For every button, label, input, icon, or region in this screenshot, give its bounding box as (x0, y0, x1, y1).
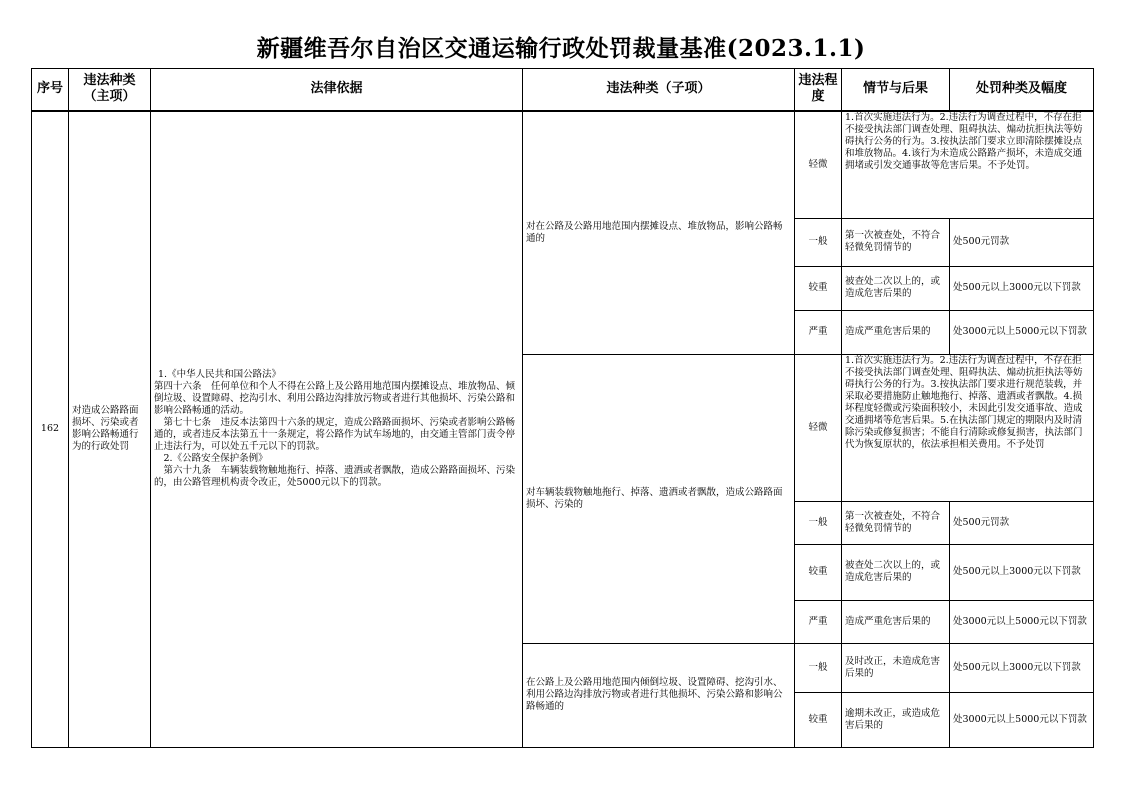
degree-cell: 严重 (795, 600, 842, 643)
penalty-cell: 处500元罚款 (950, 218, 1094, 266)
degree-cell: 严重 (795, 310, 842, 354)
circumstances-cell: 逾期未改正，或造成危害后果的 (842, 692, 950, 747)
degree-cell: 较重 (795, 266, 842, 310)
circumstances-cell: 及时改正，未造成危害后果的 (842, 643, 950, 692)
circumstances-cell: 被查处二次以上的，或造成危害后果的 (842, 266, 950, 310)
circumstances-cell (842, 354, 1094, 501)
record-no: 162 (32, 111, 69, 748)
header-penalty: 处罚种类及幅度 (950, 69, 1094, 111)
circumstances-cell: 第一次被查处，不符合轻微免罚情节的 (842, 501, 950, 544)
degree-cell: 一般 (795, 218, 842, 266)
circumstances-cell: 造成严重危害后果的 (842, 310, 950, 354)
header-degree: 违法程度 (795, 69, 842, 111)
circumstances-cell (842, 111, 1094, 219)
record-legal-basis (151, 111, 523, 748)
table-row (32, 111, 1094, 219)
sub-item-label: 对车辆装载物触地拖行、掉落、遗洒或者飘散，造成公路路面损坏、污染的 (523, 354, 795, 643)
penalty-cell: 处3000元以上5000元以下罚款 (950, 692, 1094, 747)
header-row (32, 69, 1094, 111)
degree-cell: 较重 (795, 544, 842, 600)
legal-basis-line: 第六十九条 车辆装载物触地拖行、掉落、遗洒或者飘散，造成公路路面损坏、污染的，由公路管理机构责令改正，处5000元以下的罚款。 (154, 465, 516, 488)
penalty-cell: 处500元以上3000元以下罚款 (950, 643, 1094, 692)
circumstances-cell: 第一次被查处，不符合轻微免罚情节的 (842, 218, 950, 266)
header-no: 序号 (32, 69, 69, 111)
document-title: 新疆维吾尔自治区交通运输行政处罚裁量基准(2023.1.1) (256, 35, 866, 62)
circumstances-cell: 造成严重危害后果的 (842, 600, 950, 643)
degree-cell: 较重 (795, 692, 842, 747)
penalty-cell: 处3000元以上5000元以下罚款 (950, 600, 1094, 643)
header-sub-type: 违法种类（子项） (523, 69, 795, 111)
sub-item-label: 在公路上及公路用地范围内倾倒垃圾、设置障碍、挖沟引水、利用公路边沟排放污物或者进行其他损坏、污染公路和影响公路畅通的 (523, 643, 795, 747)
circumstances-cell: 被查处二次以上的，或造成危害后果的 (842, 544, 950, 600)
penalty-table (31, 68, 1094, 748)
degree-cell: 轻微 (795, 354, 842, 501)
degree-cell: 轻微 (795, 111, 842, 219)
legal-basis-line: 1.《中华人民共和国公路法》 (158, 369, 282, 380)
penalty-cell: 处3000元以上5000元以下罚款 (950, 310, 1094, 354)
circumstances-text: 1.首次实施违法行为。2.违法行为调查过程中，不存在拒不接受执法部门调查处理、阻碍执法、煽动抗拒执法等妨碍执行公务的行为。3.按执法部门要求立即清除摆摊设点和堆放物品。4.该行为未造成公路路产损坏，未造成交通拥堵或引发交通事故等危害后果。不予处罚。 (845, 111, 1083, 171)
penalty-cell: 处500元罚款 (950, 501, 1094, 544)
legal-basis-line: 第七十七条 违反本法第四十六条的规定，造成公路路面损坏、污染或者影响公路畅通的，或者违反本法第五十一条规定，将公路作为试车场地的，由交通主管部门责令停止违法行为，可以处五千元以下的罚款。 (154, 417, 516, 452)
header-main-type: 违法种类（主项） (69, 69, 151, 111)
degree-cell: 一般 (795, 501, 842, 544)
header-circumstances: 情节与后果 (842, 69, 950, 111)
degree-cell: 一般 (795, 643, 842, 692)
penalty-cell: 处500元以上3000元以下罚款 (950, 544, 1094, 600)
penalty-cell: 处500元以上3000元以下罚款 (950, 266, 1094, 310)
circumstances-text: 1.首次实施违法行为。2.违法行为调查过程中，不存在拒不接受执法部门调查处理、阻碍执法、煽动抗拒执法等妨碍执行公务的行为。3.按执法部门要求进行规范装载，并采取必要措施防止触地拖行、掉落、遗洒或者飘散。4.损坏程度轻微或污染面积较小，未因此引发交通事故、造成交通拥堵等危害后果。5.在执法部门规定的期限内及时清除污染或修复损害；不能自行清除或修复损害，执法部门代为恢复原状的，依法承担相关费用。不予处罚 (845, 354, 1083, 450)
sub-item-label: 对在公路及公路用地范围内摆摊设点、堆放物品，影响公路畅通的 (523, 111, 795, 355)
legal-basis-line: 2.《公路安全保护条例》 (154, 453, 268, 464)
header-legal-basis: 法律依据 (151, 69, 523, 111)
record-main-type: 对造成公路路面损坏、污染或者影响公路畅通行为的行政处罚 (69, 111, 151, 748)
legal-basis-line: 第四十六条 任何单位和个人不得在公路上及公路用地范围内摆摊设点、堆放物品、倾倒垃圾、设置障碍、挖沟引水、利用公路边沟排放污物或者进行其他损坏、污染公路和影响公路畅通的活动。 (154, 381, 516, 416)
